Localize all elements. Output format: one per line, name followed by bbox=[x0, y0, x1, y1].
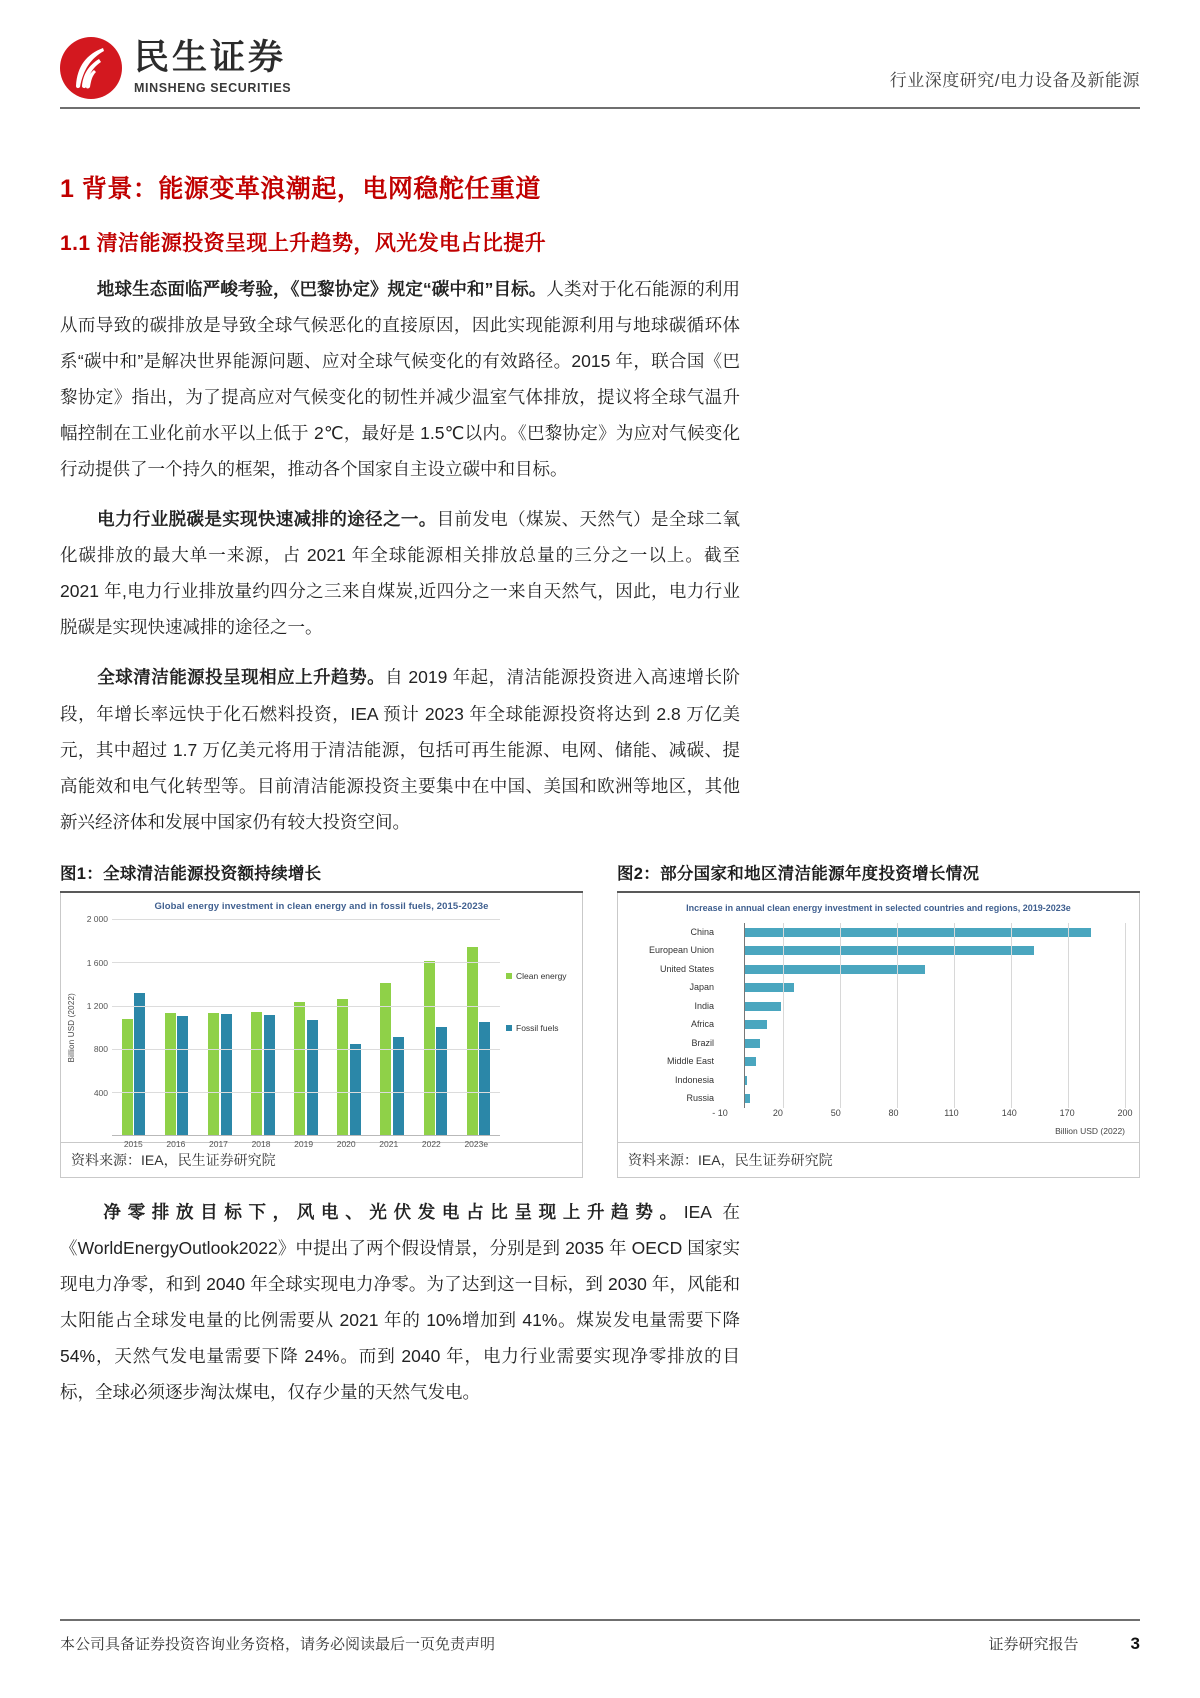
chart-1-yticks bbox=[78, 914, 112, 1136]
chart-1-legend-item bbox=[506, 971, 567, 981]
footer-disclaimer: 本公司具备证券投资咨询业务资格，请务必阅读最后一页免责声明 bbox=[60, 1636, 496, 1653]
chart-2-category-label: Africa bbox=[690, 1019, 714, 1030]
figure-1-source: 资料来源：IEA，民生证券研究院 bbox=[60, 1143, 583, 1178]
section-heading-1-1: 1.1 清洁能源投资呈现上升趋势，风光发电占比提升 bbox=[60, 232, 547, 255]
figure-2-source: 资料来源：IEA，民生证券研究院 bbox=[617, 1143, 1140, 1178]
chart-2-bar bbox=[745, 1076, 747, 1085]
chart-1-bar-group bbox=[251, 919, 275, 1135]
brand-name-en: MINSHENG SECURITIES bbox=[134, 81, 292, 96]
brand-text bbox=[134, 38, 292, 96]
chart-2-bar bbox=[745, 965, 926, 974]
chart-2-category-label: India bbox=[694, 1000, 714, 1011]
chart-2-category-label: United States bbox=[659, 963, 714, 974]
chart-1-bar bbox=[294, 1002, 305, 1135]
paragraph-2 bbox=[60, 501, 740, 645]
chart-2-bar bbox=[745, 1002, 781, 1011]
chart-1-xtick: 2016 bbox=[166, 1139, 186, 1150]
figure-2 bbox=[617, 860, 1140, 1179]
chart-1-xtick: 2023e bbox=[464, 1139, 489, 1150]
chart-1-legend-item bbox=[506, 1023, 559, 1033]
chart-2-xtick: 140 bbox=[1001, 1108, 1017, 1119]
legend-swatch-icon bbox=[506, 1025, 512, 1031]
chart-1-plot bbox=[112, 919, 500, 1150]
brand-logo bbox=[60, 37, 291, 99]
chart-1-xticks bbox=[112, 1135, 500, 1149]
chart-2-gridline bbox=[840, 923, 841, 1108]
chart-2-plot bbox=[744, 923, 1125, 1108]
chart-2-gridline bbox=[1068, 923, 1069, 1108]
chart-2-bar bbox=[745, 983, 794, 992]
page-footer bbox=[60, 1619, 1140, 1654]
chart-2-xtick: 200 bbox=[1117, 1108, 1133, 1119]
chart-2-bar bbox=[745, 1094, 751, 1103]
chart-2-category-label: Indonesia bbox=[674, 1074, 714, 1085]
chart-1-bar bbox=[264, 1015, 275, 1135]
chart-1-xtick: 2020 bbox=[336, 1139, 356, 1150]
chart-1-bar bbox=[436, 1027, 447, 1135]
chart-1-xtick: 2017 bbox=[208, 1139, 228, 1150]
chart-1-ytick: 1 600 bbox=[86, 957, 108, 968]
chart-2-xtick: 20 bbox=[772, 1108, 783, 1119]
chart-1-bar-group bbox=[424, 919, 448, 1135]
chart-1-gridline bbox=[112, 1049, 500, 1050]
paragraph-3-body: 自 2019 年起，清洁能源投资进入高速增长阶段，年增长率远快于化石燃料投资，IEA 预计 2023 年全球能源投资将达到 2.8 万亿美元，其中超过 1.7 万亿美元将用于清洁能源，包括可再生能源、电网、储能、减碳、提高能效和电气化转型等。目前清洁能源投资主要集中在中国、美国和欧洲等地区，其他新兴经济体和发展中国家仍有较大投资空间。 bbox=[60, 667, 741, 832]
chart-2-bar bbox=[745, 928, 1091, 937]
chart-2-gridline bbox=[783, 923, 784, 1108]
chart-1-bar bbox=[122, 1019, 133, 1135]
paragraph-3 bbox=[60, 659, 740, 839]
chart-1-xtick: 2022 bbox=[421, 1139, 441, 1150]
chart-2-category-label: Russia bbox=[686, 1093, 714, 1104]
header-category-label: 行业深度研究/电力设备及新能源 bbox=[889, 71, 1140, 90]
section-heading-1: 1 背景：能源变革浪潮起，电网稳舵任重道 bbox=[60, 175, 541, 203]
figure-row bbox=[60, 860, 1140, 1179]
chart-2-category-labels bbox=[628, 923, 720, 1108]
paragraph-1 bbox=[60, 271, 740, 487]
chart-1-xtick: 2021 bbox=[379, 1139, 399, 1150]
page-header bbox=[60, 0, 1140, 105]
chart-1-bar-group bbox=[467, 919, 491, 1135]
paragraph-4-body: IEA 在《WorldEnergyOutlook2022》中提出了两个假设情景，分别是到 2035 年 OECD 国家实现电力净零，和到 2040 年全球实现电力净零。为了达到这一目标，到 2030 年，风能和太阳能占全球发电量的比例需要从 2021 年的 10%增加到 41%。煤炭发电量需要下降 54%，天然气发电量需要下降 24%。而到 2040 年，电力行业需要实现净零排放的目标，全球必须逐步淘汰煤电，仅存少量的天然气发电。 bbox=[60, 1202, 741, 1403]
chart-2-xtick: 80 bbox=[888, 1108, 899, 1119]
chart-1-bar bbox=[337, 999, 348, 1136]
paragraph-2-lead: 电力行业脱碳是实现快速减排的途径之一。 bbox=[96, 509, 437, 530]
chart-1-bar-group bbox=[208, 919, 232, 1135]
figure-1-chart bbox=[60, 893, 583, 1150]
chart-1-bar-group bbox=[380, 919, 404, 1135]
chart-1-bar-group bbox=[337, 919, 361, 1135]
paragraph-4 bbox=[60, 1194, 740, 1410]
chart-2-xticks bbox=[712, 1108, 1133, 1122]
chart-2-bar bbox=[745, 1020, 768, 1029]
paragraph-3-lead: 全球清洁能源投呈现相应上升趋势。 bbox=[96, 667, 386, 688]
chart-1-bar bbox=[350, 1044, 361, 1135]
chart-2-gridline bbox=[1011, 923, 1012, 1108]
paragraph-4-lead: 净零排放目标下，风电、光伏发电占比呈现上升趋势。 bbox=[96, 1202, 684, 1223]
footer-report-label: 证券研究报告 bbox=[988, 1636, 1079, 1653]
chart-1-bar-group bbox=[294, 919, 318, 1135]
chart-2-bar bbox=[745, 1039, 760, 1048]
chart-1-title: Global energy investment in clean energy and in fossil fuels, 2015-2023e bbox=[154, 901, 489, 913]
chart-2-category-label: China bbox=[690, 926, 714, 937]
chart-1-gridline bbox=[112, 1092, 500, 1093]
chart-2-bar bbox=[745, 1057, 756, 1066]
chart-1-bar-group bbox=[122, 919, 146, 1135]
legend-swatch-icon bbox=[506, 973, 512, 979]
brand-name-cn: 民生证券 bbox=[134, 38, 287, 79]
logo-swoosh-icon bbox=[73, 46, 107, 90]
chart-2-category-label: European Union bbox=[648, 945, 714, 956]
chart-1-gridline bbox=[112, 962, 500, 963]
chart-1-bar bbox=[479, 1022, 490, 1135]
figure-1-caption: 图1：全球清洁能源投资额持续增长 bbox=[60, 864, 322, 883]
chart-1-ytick: 1 200 bbox=[86, 1001, 108, 1011]
chart-2-xtick: 50 bbox=[830, 1108, 841, 1119]
chart-2-xtick: - 10 bbox=[712, 1108, 728, 1119]
header-divider bbox=[60, 107, 1140, 109]
chart-2-category-label: Japan bbox=[689, 982, 714, 993]
chart-1-ytick: 2 000 bbox=[86, 914, 108, 925]
paragraph-1-body: 人类对于化石能源的利用从而导致的碳排放是导致全球气候恶化的直接原因，因此实现能源利用与地球碳循环体系“碳中和”是解决世界能源问题、应对全球气候变化的有效路径。2015 年，联合国《巴黎协定》指出，为了提高应对气候变化的韧性并减少温室气体排放，提议将全球气温升幅控制在工业化前水平以上低于 2℃，最好是 1.5℃以内。《巴黎协定》为应对气候变化行动提供了一个持久的框架，推动各个国家自主设立碳中和目标。 bbox=[60, 279, 741, 480]
chart-1-gridline bbox=[112, 919, 500, 920]
chart-1-xtick: 2018 bbox=[251, 1139, 271, 1150]
chart-1-bar bbox=[177, 1016, 188, 1135]
chart-2-title: Increase in annual clean energy investment in selected countries and regions, 2019-2023e bbox=[686, 903, 1071, 914]
chart-2-gridline bbox=[897, 923, 898, 1108]
chart-1-bar bbox=[307, 1020, 318, 1135]
paragraph-1-lead: 地球生态面临严峻考验，《巴黎协定》规定“碳中和”目标。 bbox=[96, 279, 547, 299]
chart-1-gridline bbox=[112, 1006, 500, 1007]
chart-1-xtick: 2019 bbox=[294, 1139, 314, 1150]
chart-1-bar bbox=[393, 1037, 404, 1135]
chart-1-bar-group bbox=[165, 919, 189, 1135]
chart-1-bar bbox=[165, 1013, 176, 1136]
chart-2-xtick: 170 bbox=[1059, 1108, 1075, 1119]
chart-2-category-label: Middle East bbox=[666, 1056, 714, 1067]
chart-1-ytick: 400 bbox=[93, 1087, 108, 1098]
figure-2-chart bbox=[617, 893, 1140, 1143]
chart-1-bar bbox=[221, 1014, 232, 1135]
chart-2-bar bbox=[745, 946, 1034, 955]
chart-1-legend-label: Fossil fuels bbox=[516, 1023, 559, 1034]
chart-1-bar bbox=[467, 947, 478, 1135]
chart-1-legend-label: Clean energy bbox=[516, 971, 567, 982]
chart-2-gridline bbox=[954, 923, 955, 1108]
chart-2-category-label: Brazil bbox=[691, 1037, 714, 1048]
figure-2-caption: 图2：部分国家和地区清洁能源年度投资增长情况 bbox=[617, 864, 980, 883]
chart-1-bar bbox=[134, 993, 145, 1136]
chart-1-bar bbox=[208, 1013, 219, 1135]
minsheng-logo-icon bbox=[60, 37, 122, 99]
figure-1 bbox=[60, 860, 583, 1179]
chart-2-xtick: 110 bbox=[944, 1108, 959, 1119]
chart-1-legend bbox=[500, 919, 576, 1136]
chart-2-gridline bbox=[1125, 923, 1126, 1108]
chart-1-xtick: 2015 bbox=[123, 1139, 143, 1150]
chart-1-bar bbox=[251, 1012, 262, 1135]
page-number: 3 bbox=[1130, 1633, 1140, 1653]
chart-2-xlabel: Billion USD (2022) bbox=[1055, 1126, 1125, 1137]
chart-1-ytick: 800 bbox=[93, 1044, 108, 1055]
chart-1-ylabel: Billion USD (2022) bbox=[67, 993, 76, 1063]
paragraph-2-body: 目前发电（煤炭、天然气）是全球二氧化碳排放的最大单一来源，占 2021 年全球能源相关排放总量的三分之一以上。截至 2021 年,电力行业排放量约四分之三来自煤炭,近四分之一来自天然气，因此，电力行业脱碳是实现快速减排的途径之一。 bbox=[60, 509, 740, 638]
